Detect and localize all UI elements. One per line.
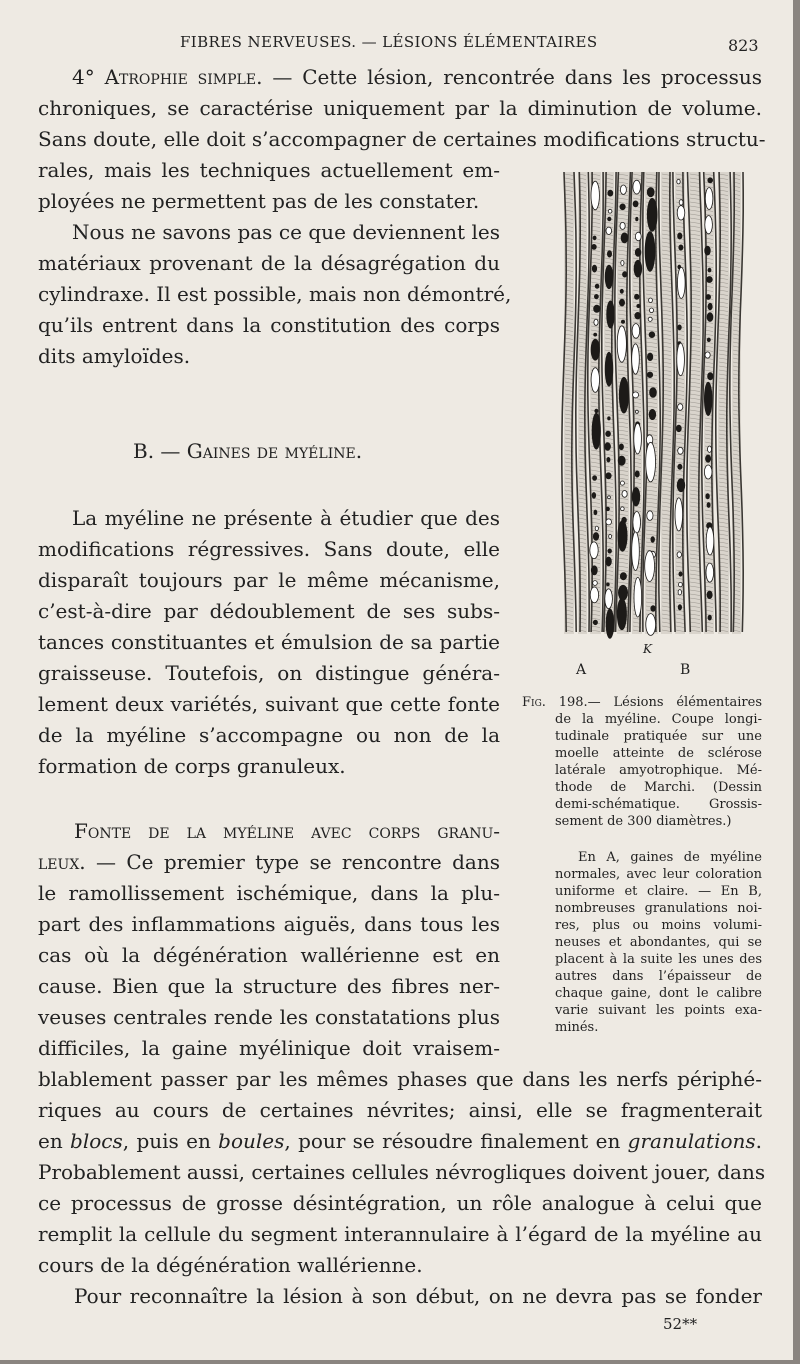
text-line: Sans doute, elle doit s’accompagner de certaines modifications structu-: [38, 127, 766, 151]
text-run: , puis en: [122, 1129, 219, 1153]
nerve-fibre: [659, 172, 674, 634]
text-line: Nous ne savons pas ce que deviennent les: [72, 220, 500, 244]
figure-label-a: A: [576, 662, 587, 678]
text-line: le ramollissement ischémique, dans la plu-: [38, 881, 500, 905]
text-line: ployées ne permettent pas de les constater.: [38, 189, 480, 213]
text-line: part des inflammations aiguës, dans tous les: [38, 912, 500, 936]
nerve-fibre: [588, 172, 603, 634]
figure-caption-line: thode de Marchi. (Dessin: [555, 780, 762, 795]
text-line: qu’ils entrent dans la constitution des corps: [38, 313, 500, 337]
figure-note-line: normales, avec leur coloration: [555, 867, 762, 882]
figure-note-line: chaque gaine, dont le calibre: [555, 986, 762, 1001]
fonte-text: — Ce premier type se rencontre dans: [85, 850, 500, 874]
text-line: rales, mais les techniques actuellement em-: [38, 158, 500, 182]
nerve-fibre: [673, 172, 687, 634]
page-edge-right: [793, 0, 800, 1364]
myelin-fibres-drawing: [548, 172, 748, 642]
figure-caption-line: de la myéline. Coupe longi-: [555, 712, 762, 727]
text-line: lement deux variétés, suivant que cette fonte: [38, 692, 500, 716]
figure-caption-line: sement de 300 diamètres.): [555, 814, 732, 829]
italic-term-granulations: granulations: [627, 1129, 756, 1153]
text-line: formation de corps granuleux.: [38, 754, 346, 778]
nerve-fibre: [615, 172, 631, 634]
text-line: La myéline ne présente à étudier que des: [72, 506, 500, 530]
text-line: modifications régressives. Sans doute, elle: [38, 537, 500, 561]
text-line: de la myéline s’accompagne ou non de la: [38, 723, 500, 747]
text-line-italics: [38, 1127, 762, 1156]
fonte-line-1: [38, 848, 500, 877]
text-line: difficiles, la gaine myélinique doit vraisem-: [38, 1036, 500, 1060]
figure-note-line: placent à la suite les unes des: [555, 952, 762, 967]
figure-caption-line: latérale amyotrophique. Mé-: [555, 763, 762, 778]
figure-note-line: autres dans l’épaisseur de: [555, 969, 762, 984]
running-title: FIBRES NERVEUSES. — LÉSIONS ÉLÉMENTAIRES: [180, 33, 598, 51]
nerve-fibre: [702, 172, 716, 634]
text-line: cas où la dégénération wallérienne est en: [38, 943, 500, 967]
text-line: cylindraxe. Il est possible, mais non démontré,: [38, 282, 512, 306]
figure-caption-line-1: [522, 694, 762, 711]
text-line: graisseuse. Toutefois, on distingue généra-: [38, 661, 500, 685]
text-line: cause. Bien que la structure des fibres ner-: [38, 974, 500, 998]
nerve-fibre: [716, 172, 731, 634]
text-line: Pour reconnaître la lésion à son début, on ne devra pas se fonder: [74, 1284, 762, 1308]
text-line: veuses centrales rende les constatations plus: [38, 1005, 500, 1029]
text-line: remplit la cellule du segment interannulaire à l’égard de la myéline au: [38, 1222, 762, 1246]
atrophie-heading: 4° Atrophie simple.: [72, 65, 263, 89]
text-line: matériaux provenant de la désagrégation du: [38, 251, 500, 275]
text-line: disparaît toujours par le même mécanisme,: [38, 568, 500, 592]
section-heading: B. — Gaines de myéline.: [133, 439, 363, 463]
figure-198-illustration: [548, 172, 748, 642]
figure-note-line: varie suivant les points exa-: [555, 1003, 762, 1018]
fonte-heading: Fonte de la myéline avec corps granu-: [74, 819, 500, 843]
figure-caption-label: Fig. 198.: [522, 695, 588, 710]
text-line: tances constituantes et émulsion de sa partie: [38, 630, 500, 654]
figure-signature: K: [643, 642, 652, 656]
figure-label-b: B: [680, 662, 691, 678]
nerve-fibre: [643, 172, 660, 635]
figure-note-line: neuses et abondantes, qui se: [555, 935, 762, 950]
figure-note-line: minés.: [555, 1020, 599, 1035]
text-line: chroniques, se caractérise uniquement par la diminution de volume.: [38, 96, 762, 120]
text-line: dits amyloïdes.: [38, 344, 191, 368]
text-line: ce processus de grosse désintégration, un rôle analogue à celui que: [38, 1191, 762, 1215]
figure-caption-line: moelle atteinte de sclérose: [555, 746, 762, 761]
figure-caption-line: tudinale pratiquée sur une: [555, 729, 762, 744]
text-run: , pour se résoudre finalement en: [284, 1129, 628, 1153]
fonte-heading-end: leux.: [38, 850, 86, 874]
text-line: cours de la dégénération wallérienne.: [38, 1253, 423, 1277]
text-run: .: [755, 1129, 763, 1153]
printer-signature-mark: 52**: [663, 1315, 698, 1333]
page-edge-bottom: [0, 1360, 800, 1364]
text-line: c’est-à-dire par dédoublement de ses subs-: [38, 599, 500, 623]
figure-caption-text: — Lésions élémentaires: [587, 695, 762, 710]
atrophie-line-1: [38, 63, 762, 92]
figure-caption-line: demi-schématique. Grossis-: [555, 797, 762, 812]
nerve-fibre: [687, 172, 703, 634]
text-line: riques au cours de certaines névrites; ainsi, elle se fragmenterait: [38, 1098, 762, 1122]
figure-note-line: En A, gaines de myéline: [578, 850, 762, 865]
page-number: 823: [728, 36, 759, 55]
atrophie-text: — Cette lésion, rencontrée dans les processus: [262, 65, 763, 89]
italic-term-boules: boules: [218, 1129, 285, 1153]
figure-note-line: uniforme et claire. — En B,: [555, 884, 762, 899]
italic-term-blocs: blocs: [70, 1129, 123, 1153]
figure-note-line: nombreuses granulations noi-: [555, 901, 762, 916]
text-run: en: [38, 1129, 71, 1153]
nerve-fibre: [630, 172, 644, 634]
text-line: blablement passer par les mêmes phases que dans les nerfs périphé-: [38, 1067, 762, 1091]
nerve-fibre: [562, 172, 576, 634]
figure-note-line: res, plus ou moins volumi-: [555, 918, 762, 933]
text-line: Probablement aussi, certaines cellules névrogliques doivent jouer, dans: [38, 1160, 766, 1184]
